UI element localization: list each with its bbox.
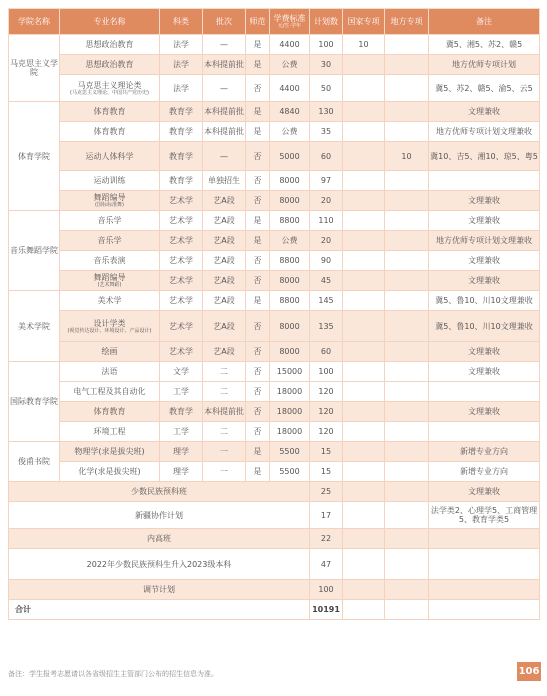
plan-cell: 120 [310, 382, 343, 402]
note-cell: 地方优师专项计划文理兼收 [429, 122, 540, 142]
national-cell [343, 171, 385, 191]
batch-cell: 艺A段 [203, 191, 246, 211]
normal-cell: 否 [246, 171, 270, 191]
total-plan: 10191 [310, 600, 343, 620]
major-name: 舞蹈编导 [93, 273, 126, 282]
local-cell [385, 462, 429, 482]
batch-cell: 二 [203, 422, 246, 442]
normal-cell: 是 [246, 102, 270, 122]
batch-cell: 本科提前批 [203, 122, 246, 142]
note-cell: 新增专业方向 [429, 442, 540, 462]
note-cell: 文理兼收 [429, 362, 540, 382]
subject-cell: 文学 [160, 362, 203, 382]
major-note: (艺术舞蹈) [97, 282, 122, 288]
plan-cell: 30 [310, 55, 343, 75]
local-cell [385, 171, 429, 191]
national-cell [343, 362, 385, 382]
normal-cell: 是 [246, 35, 270, 55]
national-cell: 10 [343, 35, 385, 55]
header-subject: 科类 [160, 9, 203, 35]
plan-cell: 110 [310, 211, 343, 231]
fee-cell: 8000 [270, 311, 310, 342]
subject-cell: 工学 [160, 422, 203, 442]
note-cell: 地方优师专项计划 [429, 55, 540, 75]
local-cell [385, 362, 429, 382]
note-cell: 冀5、湘5、苏2、赣5 [429, 35, 540, 55]
college-cell: 体育学院 [9, 102, 60, 211]
table-row [9, 191, 540, 211]
major-note: (视觉传达设计、环境设计、产品设计) [67, 327, 152, 334]
batch-cell: 一 [203, 442, 246, 462]
national-cell [343, 291, 385, 311]
national-cell [343, 382, 385, 402]
note-cell: 文理兼收 [429, 251, 540, 271]
note-cell: 冀10、吉5、湘10、琼5、粤5 [429, 142, 540, 171]
college-cell: 音乐舞蹈学院 [9, 211, 60, 291]
batch-cell: 本科提前批 [203, 402, 246, 422]
local-cell [385, 580, 429, 600]
note-cell: 文理兼收 [429, 191, 540, 211]
batch-cell: 艺A段 [203, 291, 246, 311]
major-cell [60, 442, 160, 462]
batch-cell: 二 [203, 382, 246, 402]
footer-note: 备注：学生报考志愿请以各省级招生主管部门公布的招生信息为准。 [8, 670, 218, 678]
plan-cell: 20 [310, 191, 343, 211]
local-cell [385, 382, 429, 402]
normal-cell: 是 [246, 462, 270, 482]
normal-cell: 否 [246, 191, 270, 211]
local-cell [385, 102, 429, 122]
local-cell [385, 442, 429, 462]
normal-cell: 是 [246, 291, 270, 311]
table-row [9, 122, 540, 142]
batch-cell: 二 [203, 362, 246, 382]
note-cell: 文理兼收 [429, 342, 540, 362]
note-cell: 文理兼收 [429, 211, 540, 231]
major-cell [60, 35, 160, 55]
subject-cell: 艺术学 [160, 251, 203, 271]
header-college: 学院名称 [9, 9, 60, 35]
plan-cell: 60 [310, 342, 343, 362]
subject-cell: 法学 [160, 75, 203, 102]
fee-cell: 公费 [270, 122, 310, 142]
header-fee-unit: 元/生·学年 [277, 23, 302, 29]
table-row [9, 271, 540, 291]
subject-cell: 理学 [160, 442, 203, 462]
major-cell [60, 211, 160, 231]
total-note [429, 600, 540, 620]
note-cell [429, 171, 540, 191]
table-row [9, 549, 540, 580]
plan-cell: 15 [310, 462, 343, 482]
subject-cell: 艺术学 [160, 191, 203, 211]
header-national: 国家专项 [343, 9, 385, 35]
table-row [9, 502, 540, 529]
fee-cell: 4400 [270, 35, 310, 55]
table-row [9, 422, 540, 442]
major-cell [60, 171, 160, 191]
table-row [9, 462, 540, 482]
normal-cell: 否 [246, 342, 270, 362]
major-cell [60, 342, 160, 362]
major-note: (国标标准舞) [95, 202, 124, 208]
local-cell [385, 191, 429, 211]
fee-cell: 5500 [270, 442, 310, 462]
plan-cell: 35 [310, 122, 343, 142]
fee-cell: 8800 [270, 251, 310, 271]
national-cell [343, 55, 385, 75]
normal-cell: 否 [246, 311, 270, 342]
plan-cell: 130 [310, 102, 343, 122]
college-cell: 国际教育学院 [9, 362, 60, 442]
normal-cell: 否 [246, 75, 270, 102]
major-name: 思想政治教育 [85, 40, 134, 49]
major-name: 舞蹈编导 [93, 193, 126, 202]
subject-cell: 教育学 [160, 402, 203, 422]
fee-cell: 18000 [270, 422, 310, 442]
table-body [9, 35, 540, 620]
subject-cell: 法学 [160, 35, 203, 55]
batch-cell: 艺A段 [203, 231, 246, 251]
note-cell: 新增专业方向 [429, 462, 540, 482]
national-cell [343, 251, 385, 271]
major-cell [60, 75, 160, 102]
major-name: 运动人体科学 [85, 151, 134, 161]
table-row [9, 580, 540, 600]
major-name: 音乐学 [97, 216, 122, 225]
table-row [9, 251, 540, 271]
table-row [9, 55, 540, 75]
table-row [9, 311, 540, 342]
batch-cell: 艺A段 [203, 311, 246, 342]
table-row [9, 402, 540, 422]
national-cell [343, 580, 385, 600]
subject-cell: 艺术学 [160, 211, 203, 231]
table-header-row [9, 9, 540, 35]
major-cell [60, 191, 160, 211]
plan-cell: 145 [310, 291, 343, 311]
college-cell: 马克思主义学院 [9, 35, 60, 102]
header-normal: 师范 [246, 9, 270, 35]
plan-cell: 120 [310, 402, 343, 422]
major-cell [60, 142, 160, 171]
subject-cell: 艺术学 [160, 311, 203, 342]
subject-cell: 教育学 [160, 142, 203, 171]
normal-cell: 否 [246, 142, 270, 171]
local-cell [385, 342, 429, 362]
plan-cell: 60 [310, 142, 343, 171]
note-cell [429, 580, 540, 600]
batch-cell: — [203, 35, 246, 55]
national-cell [343, 211, 385, 231]
national-cell [343, 502, 385, 529]
local-cell [385, 271, 429, 291]
header-plan: 计划数 [310, 9, 343, 35]
major-name: 体育教育 [93, 407, 126, 416]
local-cell [385, 35, 429, 55]
note-cell: 冀5、鲁10、川10文理兼收 [429, 291, 540, 311]
table-row [9, 35, 540, 55]
table-row [9, 362, 540, 382]
fee-cell: 15000 [270, 362, 310, 382]
note-cell: 冀5、鲁10、川10文理兼收 [429, 311, 540, 342]
major-name: 设计学类 [93, 318, 126, 328]
major-cell [60, 362, 160, 382]
local-cell [385, 549, 429, 580]
fee-cell: 5000 [270, 142, 310, 171]
note-cell: 文理兼收 [429, 482, 540, 502]
national-cell [343, 402, 385, 422]
local-cell [385, 422, 429, 442]
subject-cell: 教育学 [160, 102, 203, 122]
major-name: 电气工程及其自动化 [73, 387, 146, 396]
plan-cell: 22 [310, 529, 343, 549]
plan-cell: 97 [310, 171, 343, 191]
subject-cell: 艺术学 [160, 291, 203, 311]
local-cell [385, 311, 429, 342]
major-cell [60, 462, 160, 482]
fee-cell: 8000 [270, 342, 310, 362]
note-cell: 冀5、苏2、赣5、渝5、云5 [429, 75, 540, 102]
college-cell: 美术学院 [9, 291, 60, 362]
normal-cell: 是 [246, 122, 270, 142]
total-national [343, 600, 385, 620]
subject-cell: 教育学 [160, 122, 203, 142]
national-cell [343, 75, 385, 102]
national-cell [343, 271, 385, 291]
major-name: 音乐学 [97, 236, 122, 245]
normal-cell: 是 [246, 442, 270, 462]
national-cell [343, 482, 385, 502]
normal-cell: 否 [246, 422, 270, 442]
page-number: 106 [517, 662, 541, 681]
national-cell [343, 422, 385, 442]
major-note: (马克思主义理论、中国共产党历史) [70, 89, 149, 96]
table-row [9, 142, 540, 171]
batch-cell: 艺A段 [203, 342, 246, 362]
plan-cell: 100 [310, 35, 343, 55]
major-name: 思想政治教育 [85, 60, 134, 69]
major-cell [60, 251, 160, 271]
college-cell: 调节计划 [9, 580, 310, 600]
table-row [9, 442, 540, 462]
fee-cell: 8000 [270, 171, 310, 191]
national-cell [343, 102, 385, 122]
header-local: 地方专项 [385, 9, 429, 35]
major-name: 环境工程 [93, 427, 126, 436]
fee-cell: 18000 [270, 402, 310, 422]
plan-cell: 47 [310, 549, 343, 580]
plan-cell: 15 [310, 442, 343, 462]
normal-cell: 否 [246, 251, 270, 271]
local-cell [385, 75, 429, 102]
national-cell [343, 549, 385, 580]
total-label: 合计 [9, 600, 310, 620]
subject-cell: 法学 [160, 55, 203, 75]
local-cell: 10 [385, 142, 429, 171]
table-row [9, 482, 540, 502]
local-cell [385, 529, 429, 549]
batch-cell: 一 [203, 462, 246, 482]
fee-cell: 5500 [270, 462, 310, 482]
national-cell [343, 122, 385, 142]
fee-cell: 8000 [270, 191, 310, 211]
subject-cell: 理学 [160, 462, 203, 482]
major-name: 体育教育 [93, 127, 126, 136]
local-cell [385, 122, 429, 142]
fee-cell: 8800 [270, 211, 310, 231]
normal-cell: 否 [246, 271, 270, 291]
plan-cell: 135 [310, 311, 343, 342]
header-fee [270, 9, 310, 35]
national-cell [343, 342, 385, 362]
major-name: 体育教育 [93, 107, 126, 116]
major-cell [60, 271, 160, 291]
major-name: 美术学 [97, 296, 122, 305]
plan-cell: 20 [310, 231, 343, 251]
table-row [9, 342, 540, 362]
fee-cell: 公费 [270, 55, 310, 75]
note-cell: 法学类2、心理学5、工商管理5、教育学类5 [429, 502, 540, 529]
subject-cell: 艺术学 [160, 342, 203, 362]
fee-cell: 公费 [270, 231, 310, 251]
normal-cell: 是 [246, 211, 270, 231]
subject-cell: 艺术学 [160, 271, 203, 291]
normal-cell: 否 [246, 402, 270, 422]
local-cell [385, 502, 429, 529]
plan-cell: 45 [310, 271, 343, 291]
local-cell [385, 291, 429, 311]
national-cell [343, 231, 385, 251]
local-cell [385, 251, 429, 271]
batch-cell: — [203, 142, 246, 171]
major-name: 音乐表演 [93, 256, 126, 265]
plan-cell: 90 [310, 251, 343, 271]
national-cell [343, 142, 385, 171]
table-row [9, 75, 540, 102]
major-cell [60, 231, 160, 251]
header-major: 专业名称 [60, 9, 160, 35]
local-cell [385, 231, 429, 251]
college-cell: 2022年少数民族预科生升入2023级本科 [9, 549, 310, 580]
fee-cell: 4840 [270, 102, 310, 122]
college-cell: 俊甫书院 [9, 442, 60, 482]
local-cell [385, 211, 429, 231]
table-row [9, 231, 540, 251]
plan-cell: 100 [310, 362, 343, 382]
fee-cell: 8800 [270, 291, 310, 311]
fee-cell: 18000 [270, 382, 310, 402]
major-cell [60, 55, 160, 75]
major-cell [60, 291, 160, 311]
local-cell [385, 402, 429, 422]
batch-cell: 艺A段 [203, 251, 246, 271]
major-name: 运动训练 [93, 176, 126, 185]
plan-cell: 120 [310, 422, 343, 442]
table-row [9, 529, 540, 549]
major-name: 绘画 [101, 347, 118, 356]
batch-cell: 艺A段 [203, 271, 246, 291]
table-row [9, 291, 540, 311]
note-cell: 文理兼收 [429, 271, 540, 291]
normal-cell: 是 [246, 231, 270, 251]
major-cell [60, 382, 160, 402]
national-cell [343, 462, 385, 482]
table-row [9, 382, 540, 402]
header-batch: 批次 [203, 9, 246, 35]
note-cell [429, 382, 540, 402]
major-name: 物理学(求是拔尖班) [74, 447, 145, 456]
normal-cell: 否 [246, 362, 270, 382]
total-row [9, 600, 540, 620]
note-cell: 文理兼收 [429, 402, 540, 422]
college-cell: 少数民族预科班 [9, 482, 310, 502]
major-cell [60, 402, 160, 422]
plan-cell: 100 [310, 580, 343, 600]
fee-cell: 8000 [270, 271, 310, 291]
major-name: 马克思主义理论类 [77, 80, 142, 90]
note-cell: 文理兼收 [429, 102, 540, 122]
national-cell [343, 529, 385, 549]
normal-cell: 否 [246, 382, 270, 402]
national-cell [343, 311, 385, 342]
national-cell [343, 191, 385, 211]
major-cell [60, 422, 160, 442]
national-cell [343, 442, 385, 462]
batch-cell: — [203, 75, 246, 102]
plan-cell: 17 [310, 502, 343, 529]
batch-cell: 本科提前批 [203, 55, 246, 75]
table-row [9, 171, 540, 191]
header-note: 备注 [429, 9, 540, 35]
note-cell [429, 529, 540, 549]
plan-cell: 50 [310, 75, 343, 102]
college-cell: 内高班 [9, 529, 310, 549]
fee-cell: 4400 [270, 75, 310, 102]
major-name: 化学(求是拔尖班) [78, 467, 141, 476]
plan-cell: 25 [310, 482, 343, 502]
note-cell [429, 422, 540, 442]
header-fee-label: 学费标准 [273, 14, 306, 23]
table-row [9, 102, 540, 122]
batch-cell: 艺A段 [203, 211, 246, 231]
note-cell: 地方优师专项计划文理兼收 [429, 231, 540, 251]
subject-cell: 工学 [160, 382, 203, 402]
batch-cell: 本科提前批 [203, 102, 246, 122]
note-cell [429, 549, 540, 580]
local-cell [385, 482, 429, 502]
major-cell [60, 102, 160, 122]
batch-cell: 单独招生 [203, 171, 246, 191]
subject-cell: 教育学 [160, 171, 203, 191]
subject-cell: 艺术学 [160, 231, 203, 251]
major-cell [60, 311, 160, 342]
local-cell [385, 55, 429, 75]
normal-cell: 是 [246, 55, 270, 75]
major-name: 法语 [101, 367, 118, 376]
table-row [9, 211, 540, 231]
major-cell [60, 122, 160, 142]
total-local [385, 600, 429, 620]
college-cell: 新疆协作计划 [9, 502, 310, 529]
enrollment-plan-table [8, 8, 540, 620]
